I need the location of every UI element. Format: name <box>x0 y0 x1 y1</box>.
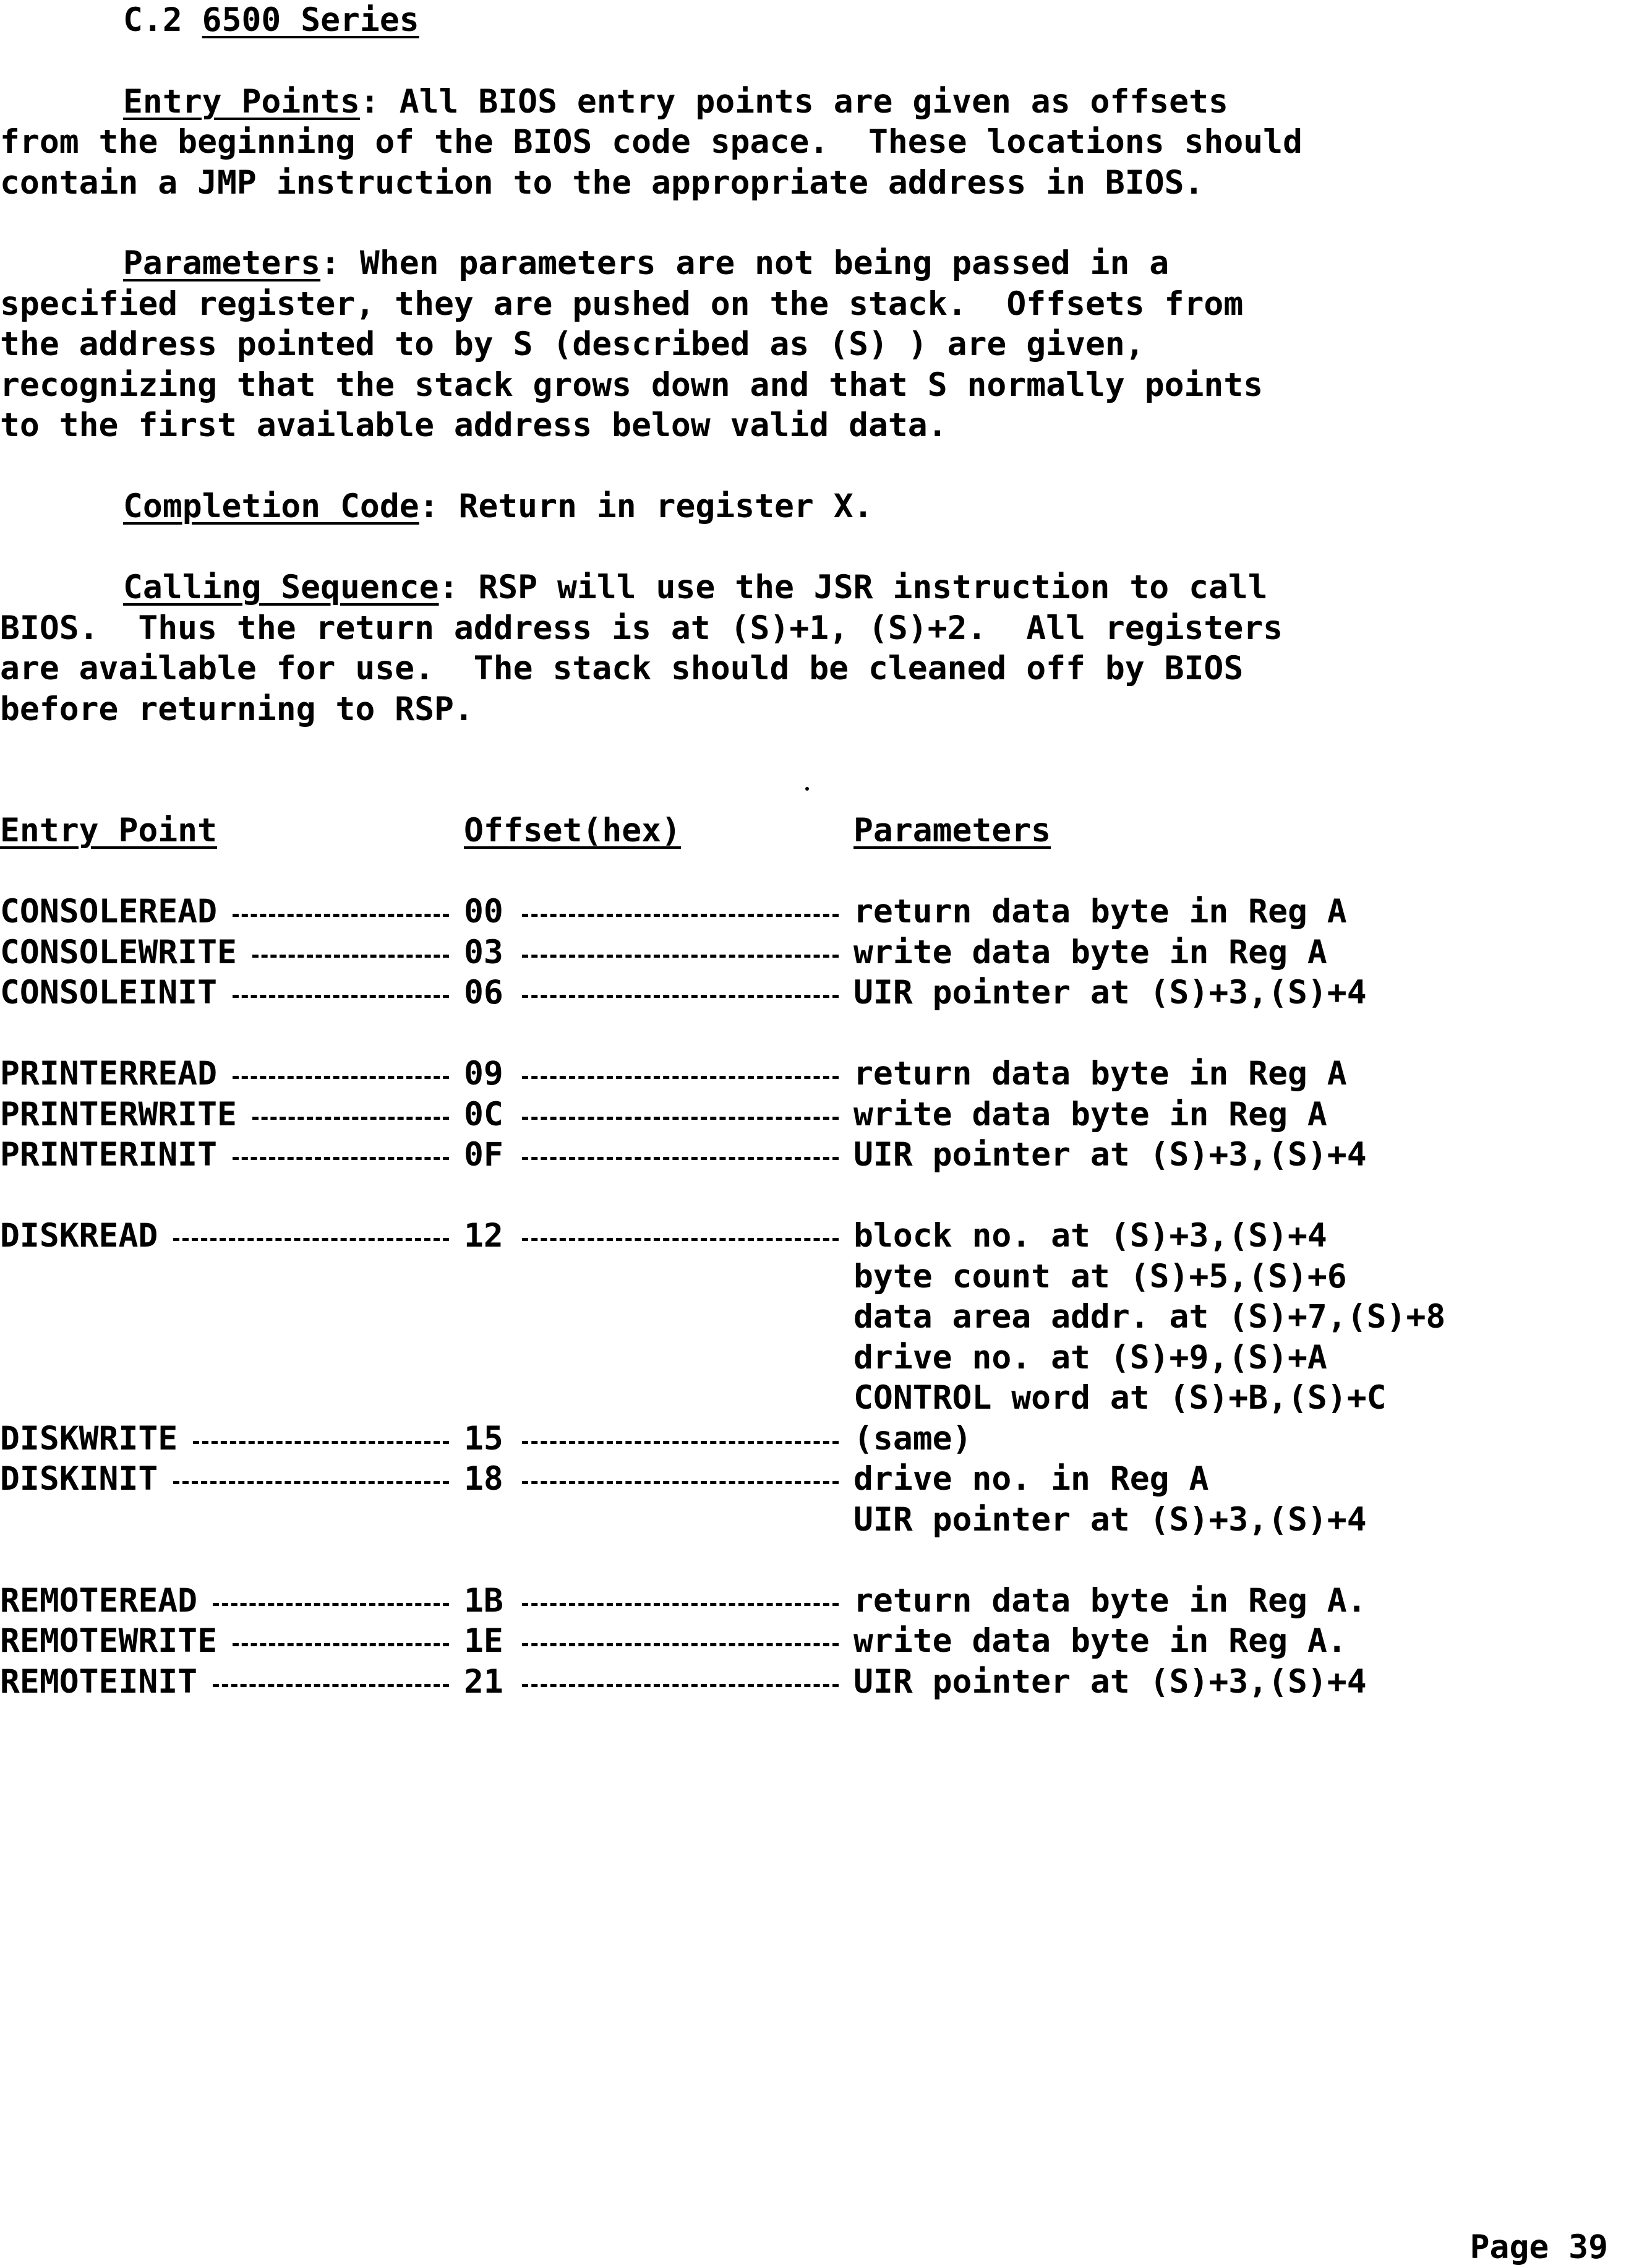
dash-leader <box>233 1157 449 1160</box>
parameters-line-1: Parameters: When parameters are not being passed in a <box>123 244 1170 282</box>
dash-leader <box>252 1117 449 1120</box>
dash-leader <box>522 1481 839 1484</box>
entry-point-name: REMOTEREAD <box>0 1581 198 1620</box>
entry-point-name: DISKINIT <box>0 1460 158 1498</box>
dash-leader <box>522 1157 839 1160</box>
header-offset: Offset(hex) <box>464 812 681 849</box>
entry-point-parameter: drive no. at (S)+9,(S)+A <box>853 1338 1327 1377</box>
dash-leader <box>233 1643 449 1646</box>
dash-leader <box>233 995 449 998</box>
entry-points-heading: Entry Points <box>123 83 360 121</box>
entry-point-parameter: UIR pointer at (S)+3,(S)+4 <box>853 974 1367 1012</box>
entry-point-parameter: UIR pointer at (S)+3,(S)+4 <box>853 1136 1367 1174</box>
header-entry-point: Entry Point <box>0 812 217 849</box>
dash-leader <box>233 1076 449 1079</box>
dash-leader <box>522 1441 839 1444</box>
dash-leader <box>522 995 839 998</box>
dash-leader <box>173 1481 449 1484</box>
section-number: C.2 <box>123 1 182 39</box>
completion-code-line-1: Completion Code: Return in register X. <box>123 488 873 525</box>
entry-point-parameter: CONTROL word at (S)+B,(S)+C <box>853 1379 1387 1417</box>
page-number: Page 39 <box>1469 2228 1608 2266</box>
entry-point-name: REMOTEWRITE <box>0 1622 217 1660</box>
entry-point-offset: 21 <box>464 1662 503 1701</box>
dash-leader <box>522 1643 839 1646</box>
dash-leader <box>522 955 839 958</box>
dash-leader <box>522 914 839 917</box>
calling-sequence-line-4: before returning to RSP. <box>0 690 474 728</box>
entry-point-parameter: UIR pointer at (S)+3,(S)+4 <box>853 1662 1367 1701</box>
entry-point-parameter: drive no. in Reg A <box>853 1460 1209 1498</box>
completion-code-heading: Completion Code <box>123 488 419 525</box>
entry-point-name: DISKREAD <box>0 1217 158 1255</box>
calling-sequence-heading: Calling Sequence <box>123 569 439 606</box>
entry-point-name: PRINTERWRITE <box>0 1095 237 1133</box>
entry-point-name: PRINTERREAD <box>0 1055 217 1093</box>
entry-point-offset: 0C <box>464 1095 503 1133</box>
entry-point-parameter: data area addr. at (S)+7,(S)+8 <box>853 1298 1446 1336</box>
entry-point-offset: 06 <box>464 974 503 1012</box>
entry-point-offset: 0F <box>464 1136 503 1174</box>
entry-points-line-2: from the beginning of the BIOS code space. These locations should <box>0 123 1302 161</box>
entry-point-name: REMOTEINIT <box>0 1662 198 1701</box>
parameters-line-3: the address pointed to by S (described as (S) ) are given, <box>0 325 1145 363</box>
dash-leader <box>213 1603 449 1606</box>
dash-leader <box>193 1441 449 1444</box>
entry-points-line-3: contain a JMP instruction to the appropriate address in BIOS. <box>0 164 1204 202</box>
entry-point-parameter: (same) <box>853 1419 972 1458</box>
dash-leader <box>522 1117 839 1120</box>
entry-point-name: CONSOLEWRITE <box>0 933 237 971</box>
header-parameters: Parameters <box>853 812 1051 849</box>
calling-sequence-line-3: are available for use. The stack should be cleaned off by BIOS <box>0 650 1244 687</box>
parameters-line-5: to the first available address below valid data. <box>0 406 947 444</box>
dash-leader <box>522 1238 839 1241</box>
entry-point-parameter: write data byte in Reg A <box>853 933 1327 971</box>
entry-point-parameter: block no. at (S)+3,(S)+4 <box>853 1217 1327 1255</box>
dash-leader <box>252 955 449 958</box>
entry-point-offset: 1E <box>464 1622 503 1660</box>
entry-point-parameter: return data byte in Reg A. <box>853 1581 1367 1620</box>
parameters-heading: Parameters <box>123 244 321 282</box>
parameters-line-4: recognizing that the stack grows down and that S normally points <box>0 366 1264 404</box>
parameters-line-2: specified register, they are pushed on the stack. Offsets from <box>0 285 1244 323</box>
entry-points-line-1: Entry Points: All BIOS entry points are given as offsets <box>123 83 1228 121</box>
calling-sequence-line-2: BIOS. Thus the return address is at (S)+1, (S)+2. All registers <box>0 609 1283 647</box>
entry-point-name: CONSOLEINIT <box>0 974 217 1012</box>
dash-leader <box>233 914 449 917</box>
entry-point-offset: 12 <box>464 1217 503 1255</box>
entry-point-parameter: return data byte in Reg A <box>853 893 1347 930</box>
dash-leader <box>213 1684 449 1687</box>
entry-point-offset: 09 <box>464 1055 503 1093</box>
entry-point-offset: 03 <box>464 933 503 971</box>
entry-point-offset: 00 <box>464 893 503 930</box>
dash-leader <box>173 1238 449 1241</box>
section-heading <box>123 0 419 41</box>
entry-point-parameter: return data byte in Reg A <box>853 1055 1347 1093</box>
entry-point-offset: 1B <box>464 1581 503 1620</box>
dash-leader <box>522 1684 839 1687</box>
entry-point-parameter: write data byte in Reg A <box>853 1095 1327 1133</box>
entry-point-offset: 15 <box>464 1419 503 1458</box>
entry-point-parameter: byte count at (S)+5,(S)+6 <box>853 1257 1347 1295</box>
entry-point-name: CONSOLEREAD <box>0 893 217 930</box>
dash-leader <box>522 1076 839 1079</box>
section-title: 6500 Series <box>202 1 419 39</box>
calling-sequence-line-1: Calling Sequence: RSP will use the JSR instruction to call <box>123 569 1268 606</box>
entry-point-parameter: UIR pointer at (S)+3,(S)+4 <box>853 1500 1367 1539</box>
entry-point-parameter: write data byte in Reg A. <box>853 1622 1347 1660</box>
scan-speck <box>805 787 809 791</box>
entry-point-name: DISKWRITE <box>0 1419 178 1458</box>
entry-point-name: PRINTERINIT <box>0 1136 217 1174</box>
entry-point-offset: 18 <box>464 1460 503 1498</box>
dash-leader <box>522 1603 839 1606</box>
